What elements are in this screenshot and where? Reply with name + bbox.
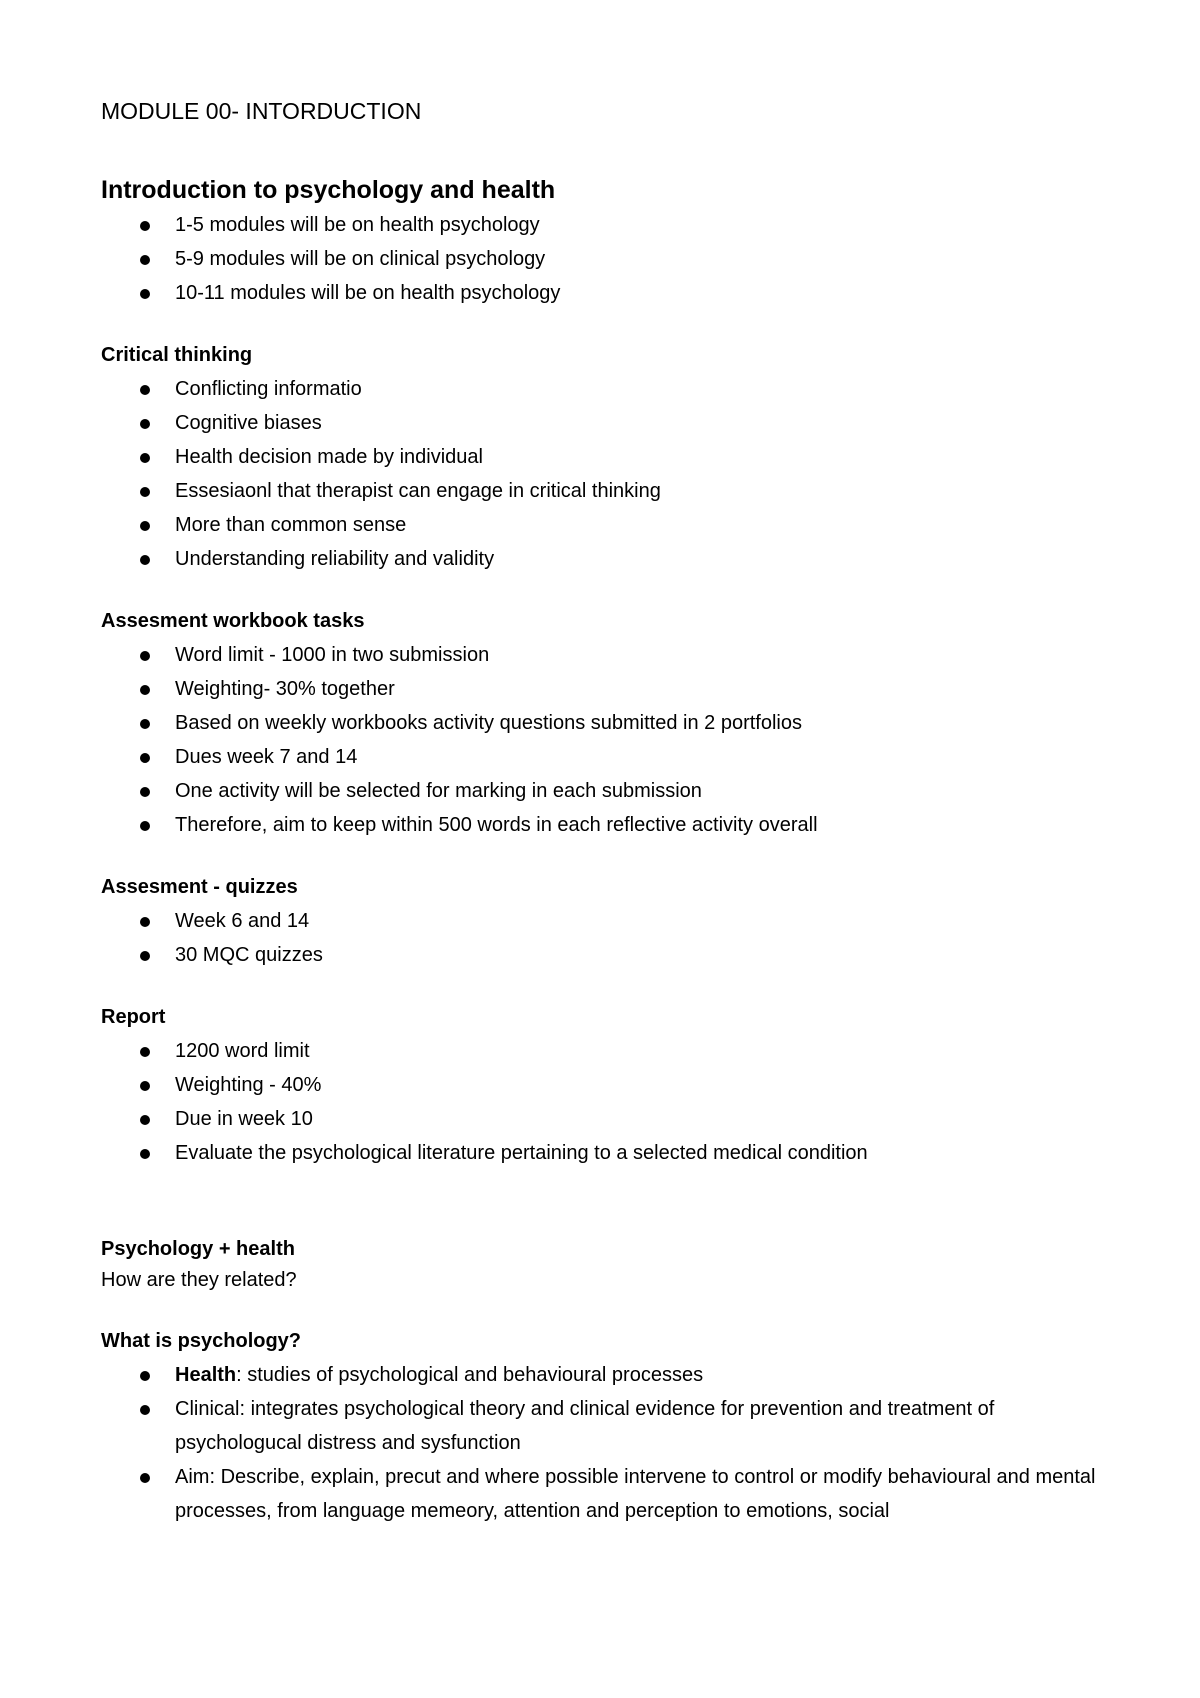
bullet-icon — [140, 1047, 150, 1057]
list-item: One activity will be selected for marking in each submission — [101, 774, 1101, 808]
list-item: Aim: Describe, explain, precut and where possible intervene to control or modify behavioural and mental processes, from language memeory, attention and perception to emotions, social — [101, 1460, 1101, 1528]
workbook-heading: Assesment workbook tasks — [101, 610, 365, 632]
bullet-icon — [140, 1149, 150, 1159]
bullet-icon — [140, 419, 150, 429]
list-item: 10-11 modules will be on health psychology — [101, 276, 1101, 310]
workbook-list — [101, 638, 1101, 842]
quizzes-section — [101, 872, 1101, 972]
bullet-icon — [140, 719, 150, 729]
list-item: Word limit - 1000 in two submission — [101, 638, 1101, 672]
list-item: Essesiaonl that therapist can engage in critical thinking — [101, 474, 1101, 508]
psych-health-text: How are they related? — [101, 1269, 297, 1291]
list-item: Clinical: integrates psychological theory and clinical evidence for prevention and treatment of psychologucal distress and sysfunction — [101, 1392, 1101, 1460]
what-is-list — [101, 1358, 1101, 1528]
list-item: Understanding reliability and validity — [101, 542, 1101, 576]
bullet-icon — [140, 487, 150, 497]
list-item: 1-5 modules will be on health psychology — [101, 208, 1101, 242]
list-item: 1200 word limit — [101, 1034, 1101, 1068]
list-item: Weighting - 40% — [101, 1068, 1101, 1102]
document-page — [101, 96, 1101, 1528]
bullet-icon — [140, 255, 150, 265]
report-heading: Report — [101, 1006, 166, 1028]
psych-health-section — [101, 1234, 1101, 1296]
list-item: Therefore, aim to keep within 500 words in each reflective activity overall — [101, 808, 1101, 842]
bullet-icon — [140, 1405, 150, 1415]
bullet-icon — [140, 1473, 150, 1483]
list-item: Cognitive biases — [101, 406, 1101, 440]
list-item: Health decision made by individual — [101, 440, 1101, 474]
list-item: 30 MQC quizzes — [101, 938, 1101, 972]
list-item: Week 6 and 14 — [101, 904, 1101, 938]
module-title: MODULE 00- INTORDUCTION — [101, 98, 422, 124]
bullet-icon — [140, 651, 150, 661]
bullet-icon — [140, 787, 150, 797]
intro-list — [101, 208, 1101, 310]
critical-thinking-section — [101, 340, 1101, 576]
quizzes-heading: Assesment - quizzes — [101, 876, 298, 898]
report-section — [101, 1002, 1101, 1170]
psych-health-heading: Psychology + health — [101, 1238, 295, 1260]
list-item: More than common sense — [101, 508, 1101, 542]
what-is-section — [101, 1326, 1101, 1528]
list-item: Health: studies of psychological and behavioural processes — [101, 1358, 1101, 1392]
list-item: Evaluate the psychological literature pertaining to a selected medical condition — [101, 1136, 1101, 1170]
bullet-icon — [140, 385, 150, 395]
list-item: Based on weekly workbooks activity questions submitted in 2 portfolios — [101, 706, 1101, 740]
bullet-icon — [140, 917, 150, 927]
quizzes-list — [101, 904, 1101, 972]
bullet-icon — [140, 685, 150, 695]
bullet-icon — [140, 1371, 150, 1381]
intro-heading: Introduction to psychology and health — [101, 176, 556, 204]
bullet-icon — [140, 221, 150, 231]
bullet-icon — [140, 555, 150, 565]
bullet-icon — [140, 1115, 150, 1125]
bullet-icon — [140, 1081, 150, 1091]
critical-thinking-heading: Critical thinking — [101, 344, 253, 366]
bullet-icon — [140, 453, 150, 463]
list-item: 5-9 modules will be on clinical psychology — [101, 242, 1101, 276]
list-item: Weighting- 30% together — [101, 672, 1101, 706]
bullet-icon — [140, 753, 150, 763]
list-item: Due in week 10 — [101, 1102, 1101, 1136]
bullet-icon — [140, 289, 150, 299]
list-item: Conflicting informatio — [101, 372, 1101, 406]
list-item: Dues week 7 and 14 — [101, 740, 1101, 774]
what-is-heading: What is psychology? — [101, 1330, 302, 1352]
bullet-icon — [140, 821, 150, 831]
report-list — [101, 1034, 1101, 1170]
critical-thinking-list — [101, 372, 1101, 576]
bullet-icon — [140, 521, 150, 531]
workbook-section — [101, 606, 1101, 842]
bullet-icon — [140, 951, 150, 961]
